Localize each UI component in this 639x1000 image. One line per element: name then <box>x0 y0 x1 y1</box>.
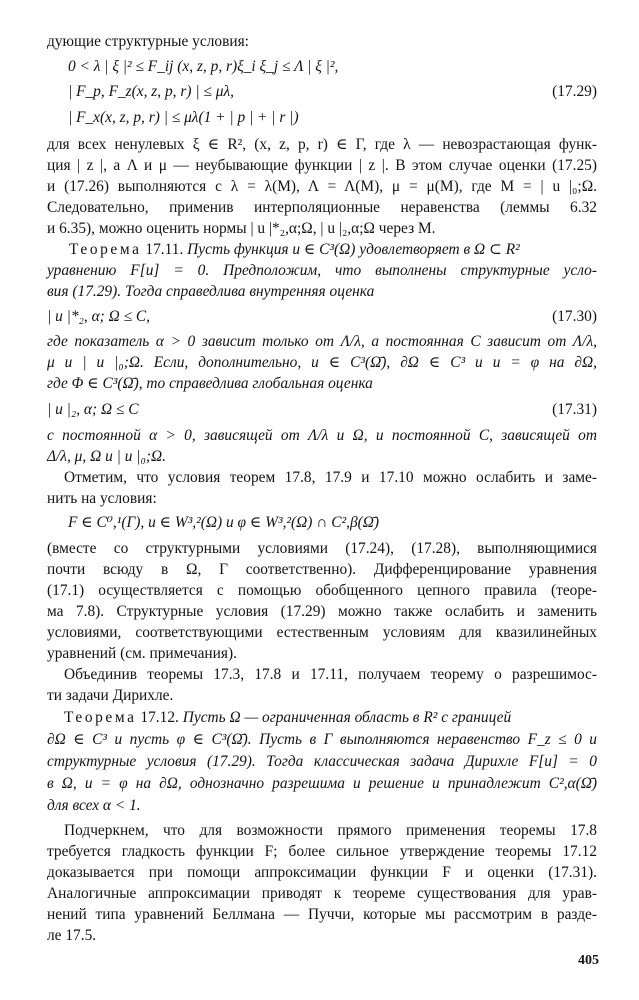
text-line: (вместе со структурными условиями (17.24), (17.28), выполняющимися <box>47 540 597 557</box>
theorem-text-line: вия (17.29). Тогда справедлива внутренняя оценка <box>47 283 375 300</box>
theorem-number: 17.11. <box>145 241 184 258</box>
text-line: и 6.35), можно оценить нормы | u |*₂,α;Ω, | u |₂,α;Ω через M. <box>47 220 436 237</box>
theorem-number: 17.12. <box>140 709 179 726</box>
text-line: с постоянной α > 0, зависящей от Λ/λ и Ω, и постоянной C, зависящей от <box>47 427 597 444</box>
equation-number: (17.30) <box>552 308 597 325</box>
text-line: нений типа уравнений Беллмана — Пуччи, которые мы рассмотрим в разде- <box>47 906 597 923</box>
conditions-formula: F ∈ C⁰,¹(Γ), u ∈ W³,²(Ω) и φ ∈ W³,²(Ω) ∩ C²,β(Ω̄) <box>68 514 379 531</box>
equation-line: | u |*₂, α; Ω ≤ C, <box>47 308 151 325</box>
text-line: ти задачи Дирихле. <box>47 687 174 704</box>
text-line: Аналогичные аппроксимации приводят к теореме существования для урав- <box>47 885 597 902</box>
text-line: и (17.26) выполняются с λ = λ(M), Λ = Λ(M), μ = μ(M), где M = | u |₀;Ω. <box>47 178 597 195</box>
theorem-text-line: уравнению F[u] = 0. Предположим, что выполнены структурные усло- <box>47 262 597 279</box>
theorem-text-line: ∂Ω ∈ C³ и пусть φ ∈ C³(Ω̄). Пусть в Γ выполняются неравенство F_z ≤ 0 и <box>47 731 597 748</box>
theorem-text-line: структурные условия (17.29). Тогда классическая задача Дирихле F[u] = 0 <box>47 753 597 770</box>
equation-number: (17.31) <box>552 401 597 418</box>
equation-line: | F_p, F_z(x, z, p, r) | ≤ μλ, <box>68 83 234 100</box>
text-line: Отметим, что условия теорем 17.8, 17.9 и 17.10 можно ослабить и заме- <box>64 469 597 486</box>
equation-line: 0 < λ | ξ |² ≤ F_ij (x, z, p, r)ξ_i ξ_j ≤ Λ | ξ |², <box>68 58 339 75</box>
continued-line: дующие структурные условия: <box>47 33 249 50</box>
text-line: где Φ ∈ C³(Ω̄), то справедлива глобальная оценка <box>47 375 373 392</box>
text-line: требуется гладкость функции F; более сильное утверждение теоремы 17.12 <box>47 843 597 860</box>
text-line: условиями, соответствующими естественным условиям для квазилинейных <box>47 624 597 641</box>
page-number: 405 <box>578 953 599 968</box>
theorem-text-line: для всех α < 1. <box>47 797 141 814</box>
text-line: для всех ненулевых ξ ∈ R², (x, z, p, r) ∈ Γ, где λ — невозрастающая функ- <box>47 136 597 153</box>
text-line: нить на условия: <box>47 490 157 507</box>
text-line: ма 7.8). Структурные условия (17.29) можно также ослабить и заменить <box>47 603 597 620</box>
equation-number: (17.29) <box>552 83 597 100</box>
text-line: уравнений (см. примечания). <box>47 645 237 662</box>
text-line: μ и | u |₀;Ω. Если, дополнительно, u ∈ C³(Ω̄), ∂Ω ∈ C³ и u = φ на ∂Ω, <box>47 354 597 371</box>
theorem-text: Пусть функция u ∈ C³(Ω) удовлетворяет в Ω ⊂ R² <box>187 241 520 258</box>
theorem-label: Теорема <box>64 709 137 726</box>
text-line: Объединив теоремы 17.3, 17.8 и 17.11, получаем теорему о разрешимос- <box>64 666 597 683</box>
theorem-label: Теорема <box>69 241 142 258</box>
text-line: доказывается при помощи аппроксимации функции F и оценки (17.31). <box>47 864 597 881</box>
text-line: Подчеркнем, что для возможности прямого применения теоремы 17.8 <box>64 822 597 839</box>
theorem-heading-line <box>64 707 597 728</box>
equation-line: | F_x(x, z, p, r) | ≤ μλ(1 + | p | + | r |) <box>68 109 299 126</box>
text-line: (17.1) осуществляется с помощью обобщенного цепного правила (теоре- <box>47 582 597 599</box>
text-line: почти всюду в Ω, Γ соответственно). Дифференцирование уравнения <box>47 561 597 578</box>
text-line: Δ/λ, μ, Ω и | u |₀;Ω. <box>47 448 166 465</box>
text-line: ле 17.5. <box>47 927 97 944</box>
text-line: где показатель α > 0 зависит только от Λ/λ, а постоянная C зависит от Λ/λ, <box>47 333 597 350</box>
theorem-text: Пусть Ω — ограниченная область в R² с границей <box>182 709 512 726</box>
text-line: Следовательно, применив интерполяционные неравенства (леммы 6.32 <box>47 199 597 216</box>
theorem-text-line: в Ω, u = φ на ∂Ω, однозначно разрешима и решение и принадлежит C²,α(Ω̄) <box>47 775 597 792</box>
equation-line: | u |₂, α; Ω ≤ C <box>47 401 139 418</box>
text-line: ция | z |, а Λ и μ — неубывающие функции | z |. В этом случае оценки (17.25) <box>47 157 597 174</box>
theorem-heading-line <box>69 239 597 260</box>
